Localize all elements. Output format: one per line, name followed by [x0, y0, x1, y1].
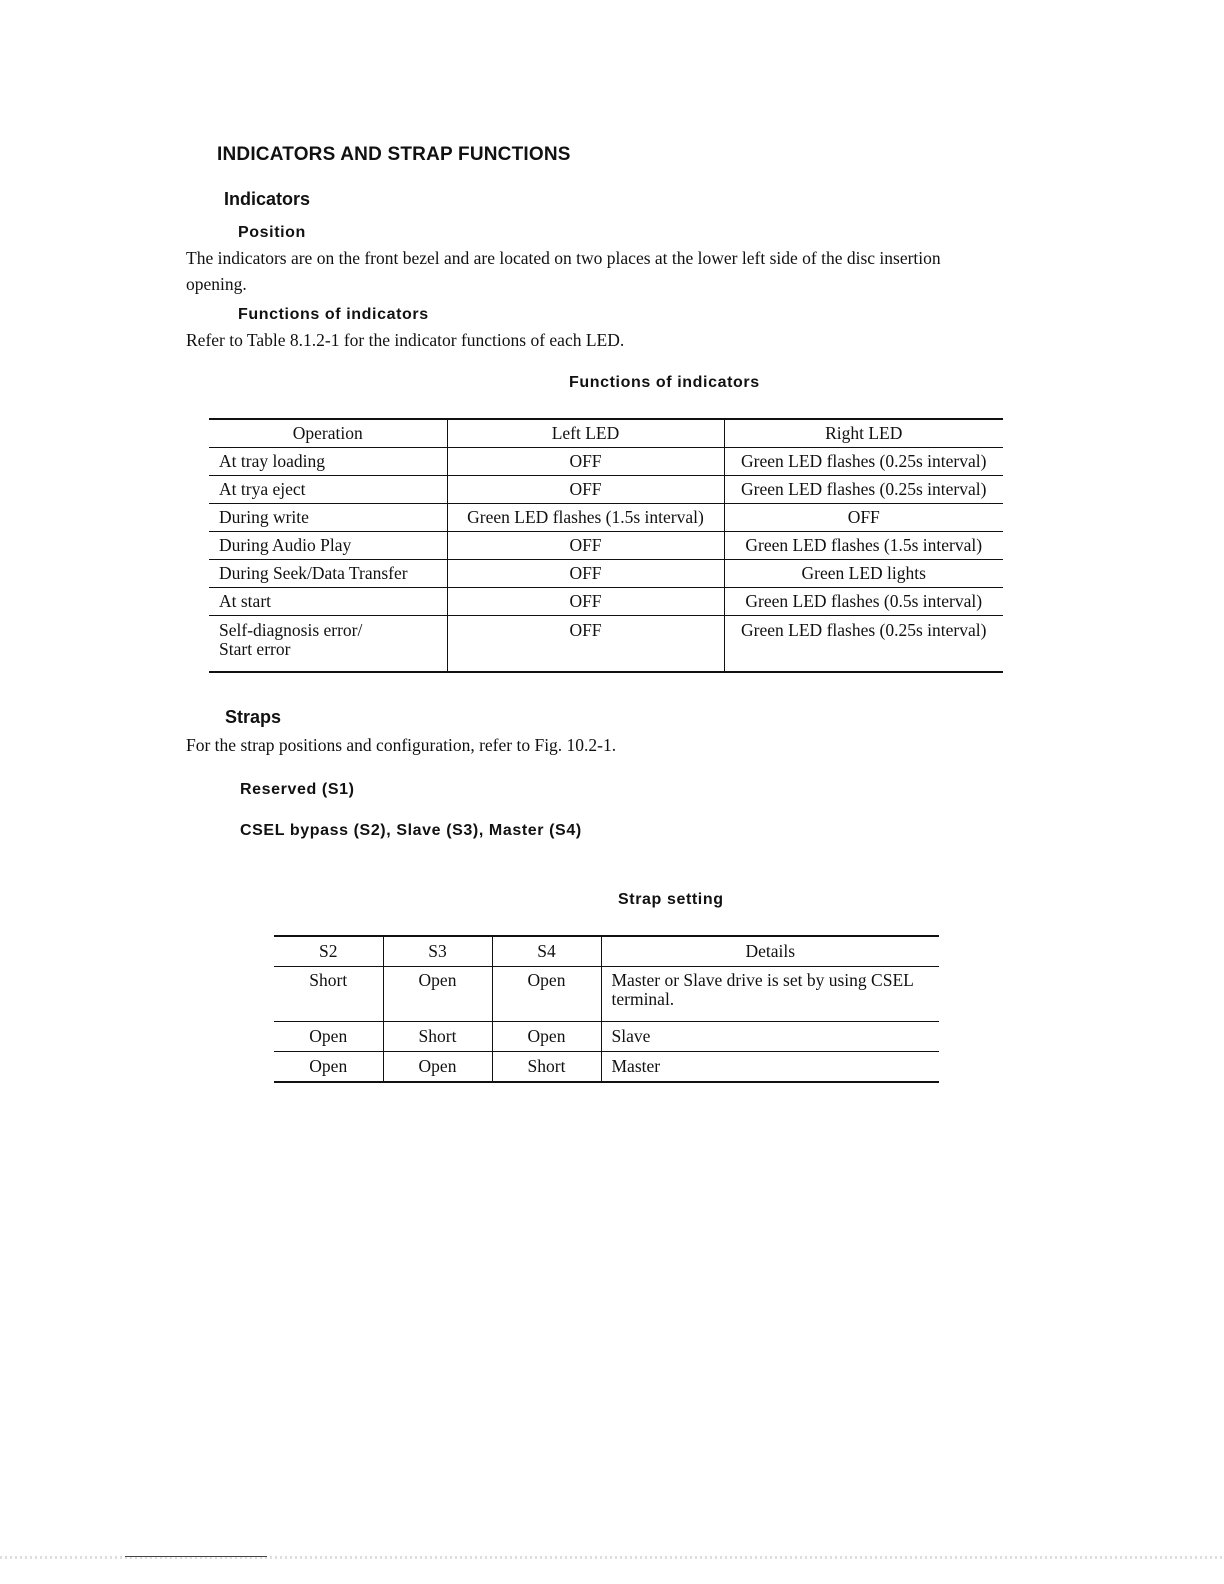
cell-operation: During write	[209, 504, 447, 532]
cell-operation-line2: Start error	[219, 639, 291, 659]
cell-s4: Open	[492, 1022, 601, 1052]
cell-s2: Open	[274, 1022, 383, 1052]
header-details: Details	[601, 936, 939, 967]
table-row	[209, 476, 1003, 504]
indicator-table-caption: Functions of indicators	[569, 374, 760, 391]
cell-left-led: OFF	[447, 532, 724, 560]
cell-s2: Open	[274, 1052, 383, 1083]
cell-details-line1: Master or Slave drive is set by using CSEL	[611, 970, 914, 990]
position-text-line1: The indicators are on the front bezel and are located on two places at the lower left side of the disc insertion	[186, 248, 941, 268]
cell-details: Master	[601, 1052, 939, 1083]
table-row	[209, 560, 1003, 588]
cell-operation: At tray loading	[209, 448, 447, 476]
reserved-subheading: Reserved (S1)	[240, 781, 355, 798]
straps-heading: Straps	[225, 707, 282, 727]
header-s2: S2	[274, 936, 383, 967]
functions-subheading: Functions of indicators	[238, 306, 429, 323]
page-heading: INDICATORS AND STRAP FUNCTIONS	[217, 144, 571, 165]
cell-details	[601, 967, 939, 1022]
table-row	[209, 588, 1003, 616]
cell-operation: At start	[209, 588, 447, 616]
cell-left-led: OFF	[447, 588, 724, 616]
header-left-led: Left LED	[447, 419, 724, 448]
table-row	[274, 967, 939, 1022]
cell-operation: At trya eject	[209, 476, 447, 504]
table-row	[209, 616, 1003, 673]
table-row	[209, 532, 1003, 560]
cell-right-led: Green LED flashes (1.5s interval)	[724, 532, 1003, 560]
position-subheading: Position	[238, 224, 306, 241]
cell-right-led: OFF	[724, 504, 1003, 532]
strap-table-caption: Strap setting	[618, 891, 724, 908]
cell-right-led: Green LED flashes (0.25s interval)	[724, 476, 1003, 504]
strap-setting-table	[274, 935, 939, 1083]
table-row	[274, 1022, 939, 1052]
indicators-heading: Indicators	[224, 189, 311, 209]
header-s4: S4	[492, 936, 601, 967]
cell-operation: During Audio Play	[209, 532, 447, 560]
straps-text: For the strap positions and configuration, refer to Fig. 10.2-1.	[186, 735, 617, 755]
cell-s3: Short	[383, 1022, 492, 1052]
header-s3: S3	[383, 936, 492, 967]
table-header-row	[209, 419, 1003, 448]
csel-subheading: CSEL bypass (S2), Slave (S3), Master (S4)	[240, 822, 582, 839]
cell-details-line2: terminal.	[611, 989, 675, 1009]
cell-right-led: Green LED flashes (0.25s interval)	[724, 616, 1003, 673]
cell-right-led: Green LED lights	[724, 560, 1003, 588]
table-header-row	[274, 936, 939, 967]
position-text-line2: opening.	[186, 274, 247, 294]
indicator-functions-table	[209, 418, 1003, 673]
cell-s2: Short	[274, 967, 383, 1022]
cell-left-led: OFF	[447, 560, 724, 588]
cell-right-led: Green LED flashes (0.5s interval)	[724, 588, 1003, 616]
header-right-led: Right LED	[724, 419, 1003, 448]
table-row	[209, 504, 1003, 532]
functions-text: Refer to Table 8.1.2-1 for the indicator functions of each LED.	[186, 330, 625, 350]
cell-right-led: Green LED flashes (0.25s interval)	[724, 448, 1003, 476]
cell-s3: Open	[383, 967, 492, 1022]
cell-left-led: OFF	[447, 616, 724, 673]
cell-left-led: Green LED flashes (1.5s interval)	[447, 504, 724, 532]
cell-s3: Open	[383, 1052, 492, 1083]
cell-operation: During Seek/Data Transfer	[209, 560, 447, 588]
cell-operation	[209, 616, 447, 673]
cell-left-led: OFF	[447, 448, 724, 476]
cell-operation-line1: Self-diagnosis error/	[219, 620, 363, 640]
header-operation: Operation	[209, 419, 447, 448]
cell-details: Slave	[601, 1022, 939, 1052]
table-row	[274, 1052, 939, 1083]
cell-s4: Open	[492, 967, 601, 1022]
cell-s4: Short	[492, 1052, 601, 1083]
scan-artifact-mark	[125, 1556, 267, 1557]
cell-left-led: OFF	[447, 476, 724, 504]
table-row	[209, 448, 1003, 476]
